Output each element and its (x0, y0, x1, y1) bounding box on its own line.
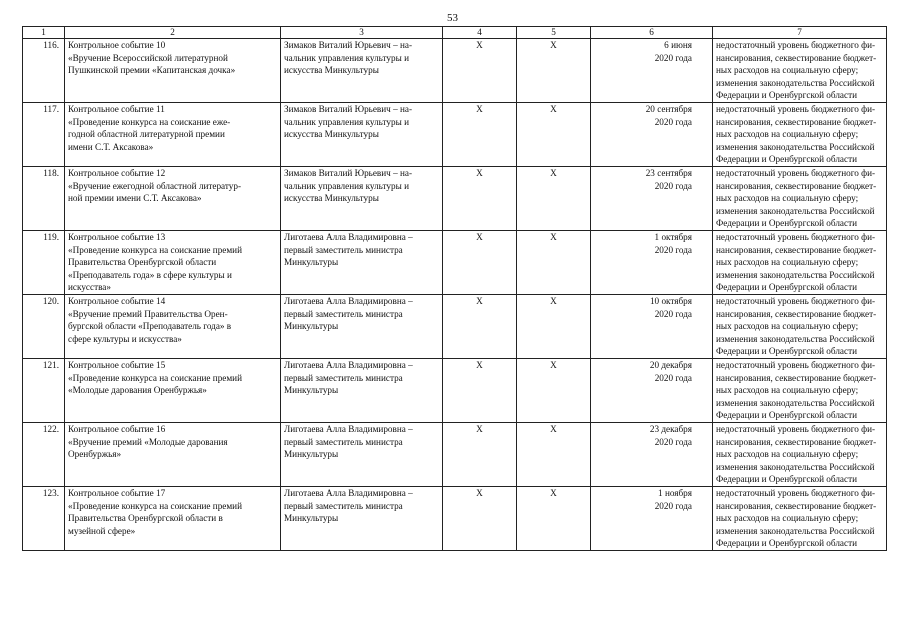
date-cell (591, 487, 713, 551)
risks-cell-line: недостаточный уровень бюджетного фи- (716, 168, 876, 178)
date-cell-line: 2020 года (654, 308, 692, 319)
page-number: 53 (447, 12, 458, 24)
date-cell-line: 6 июня (664, 40, 692, 50)
risks-cell-line: Федерации и Оренбургской области (716, 346, 857, 357)
date-cell (591, 359, 713, 423)
date-cell (591, 295, 713, 359)
event-cell (65, 423, 281, 487)
table-row (23, 231, 887, 295)
date-cell-line: 23 сентября (645, 168, 692, 178)
date-cell (591, 103, 713, 167)
risks-cell-line: изменения законодательства Российской (716, 205, 875, 216)
date-cell (591, 167, 713, 231)
risks-cell-line: нансирования, секвестирование бюджет- (716, 52, 877, 63)
risks-cell-line: недостаточный уровень бюджетного фи- (716, 40, 876, 50)
date-cell-line: 2020 года (654, 500, 692, 511)
responsible-cell-line: Минкультуры (284, 321, 339, 332)
risks-cell-line: ных расходов на социальную сферу; (716, 321, 859, 332)
event-cell-line: «Вручение ежегодной областной литератур- (68, 180, 242, 191)
column-header: 7 (713, 27, 887, 39)
date-cell-line: 10 октября (649, 296, 692, 306)
risks-cell-line: ных расходов на социальную сферу; (716, 65, 859, 76)
event-cell-line: «Проведение конкурса на соискание премий (68, 244, 243, 255)
event-cell-line: Правительства Оренбургской области (68, 257, 217, 268)
row-number-cell: 118. (23, 167, 65, 231)
table-row (23, 167, 887, 231)
event-cell (65, 231, 281, 295)
date-cell (591, 423, 713, 487)
risks-cell-line: Федерации и Оренбургской области (716, 410, 857, 421)
event-cell-line: Контрольное событие 13 (68, 232, 166, 242)
event-cell-line: Правительства Оренбургской области в (68, 513, 223, 524)
responsible-cell-line: Минкультуры (284, 449, 339, 460)
risks-cell-line: недостаточный уровень бюджетного фи- (716, 360, 876, 370)
date-cell-line: 2020 года (654, 180, 692, 191)
mark-cell-col4: Х (443, 487, 517, 551)
date-cell-line: 1 ноября (658, 488, 692, 498)
mark-cell-col4: Х (443, 295, 517, 359)
responsible-cell (281, 103, 443, 167)
table-row (23, 423, 887, 487)
row-number-cell: 121. (23, 359, 65, 423)
risks-cell-line: нансирования, секвестирование бюджет- (716, 308, 877, 319)
event-cell-line: «Вручение Всероссийской литературной (68, 52, 228, 63)
date-cell-line: 2020 года (654, 52, 692, 63)
risks-cell-line: Федерации и Оренбургской области (716, 90, 857, 101)
mark-cell-col4: Х (443, 39, 517, 103)
table-row (23, 295, 887, 359)
risks-cell-line: нансирования, секвестирование бюджет- (716, 244, 877, 255)
responsible-cell-line: Лиготаева Алла Владимировна – (284, 424, 413, 434)
row-number-cell: 119. (23, 231, 65, 295)
risks-cell-line: нансирования, секвестирование бюджет- (716, 116, 877, 127)
responsible-cell (281, 167, 443, 231)
event-cell-line: Контрольное событие 10 (68, 40, 166, 50)
mark-cell-col4: Х (443, 103, 517, 167)
responsible-cell-line: Лиготаева Алла Владимировна – (284, 232, 413, 242)
risks-cell-line: изменения законодательства Российской (716, 141, 875, 152)
mark-cell-col5: Х (517, 167, 591, 231)
mark-cell-col4: Х (443, 167, 517, 231)
responsible-cell-line: Лиготаева Алла Владимировна – (284, 360, 413, 370)
event-cell-line: сфере культуры и искусства» (68, 333, 182, 344)
row-number-cell: 116. (23, 39, 65, 103)
risks-cell-line: ных расходов на социальную сферу; (716, 449, 859, 460)
event-cell-line: имени С.Т. Аксакова» (68, 141, 154, 152)
mark-cell-col5: Х (517, 487, 591, 551)
event-cell-line: «Проведение конкурса на соискание премий (68, 372, 243, 383)
responsible-cell (281, 487, 443, 551)
mark-cell-col5: Х (517, 423, 591, 487)
row-number-cell: 120. (23, 295, 65, 359)
risks-cell-line: ных расходов на социальную сферу; (716, 193, 859, 204)
risks-cell-line: недостаточный уровень бюджетного фи- (716, 424, 876, 434)
event-cell-line: бургской области «Преподаватель года» в (68, 321, 232, 332)
table-row (23, 103, 887, 167)
event-cell-line: Контрольное событие 16 (68, 424, 166, 434)
risks-cell-line: нансирования, секвестирование бюджет- (716, 436, 877, 447)
mark-cell-col4: Х (443, 359, 517, 423)
mark-cell-col4: Х (443, 231, 517, 295)
event-cell-line: «Вручение премий «Молодые дарования (68, 436, 228, 447)
risks-cell-line: ных расходов на социальную сферу; (716, 257, 859, 268)
risks-cell-line: ных расходов на социальную сферу; (716, 385, 859, 396)
risks-cell-line: изменения законодательства Российской (716, 77, 875, 88)
event-cell-line: Контрольное событие 15 (68, 360, 166, 370)
risks-cell-line: ных расходов на социальную сферу; (716, 513, 859, 524)
table-header-row (23, 27, 887, 39)
responsible-cell (281, 231, 443, 295)
event-cell-line: искусства» (68, 282, 111, 293)
event-cell-line: музейной сфере» (68, 525, 136, 536)
risks-cell (713, 103, 887, 167)
event-cell-line: Оренбуржья» (68, 449, 122, 460)
risks-cell-line: нансирования, секвестирование бюджет- (716, 500, 877, 511)
row-number-cell: 123. (23, 487, 65, 551)
event-cell (65, 359, 281, 423)
responsible-cell-line: искусства Минкультуры (284, 65, 379, 76)
risks-cell (713, 39, 887, 103)
risks-cell-line: недостаточный уровень бюджетного фи- (716, 232, 876, 242)
risks-cell-line: Федерации и Оренбургской области (716, 474, 857, 485)
column-header: 5 (517, 27, 591, 39)
date-cell-line: 2020 года (654, 436, 692, 447)
risks-cell (713, 231, 887, 295)
table-row (23, 39, 887, 103)
date-cell-line: 23 декабря (649, 424, 692, 434)
risks-cell-line: изменения законодательства Российской (716, 333, 875, 344)
event-cell-line: Контрольное событие 14 (68, 296, 166, 306)
control-events-table (22, 26, 887, 551)
risks-cell-line: нансирования, секвестирование бюджет- (716, 372, 877, 383)
event-cell-line: «Преподаватель года» в сфере культуры и (68, 269, 232, 280)
responsible-cell-line: первый заместитель министра (284, 308, 403, 319)
mark-cell-col5: Х (517, 295, 591, 359)
responsible-cell-line: искусства Минкультуры (284, 193, 379, 204)
event-cell-line: ной премии имени С.Т. Аксакова» (68, 193, 202, 204)
date-cell (591, 39, 713, 103)
event-cell (65, 487, 281, 551)
risks-cell-line: изменения законодательства Российской (716, 397, 875, 408)
risks-cell-line: Федерации и Оренбургской области (716, 282, 857, 293)
risks-cell-line: изменения законодательства Российской (716, 269, 875, 280)
risks-cell-line: недостаточный уровень бюджетного фи- (716, 296, 876, 306)
date-cell-line: 2020 года (654, 244, 692, 255)
responsible-cell-line: чальник управления культуры и (284, 116, 409, 127)
responsible-cell-line: Зимаков Виталий Юрьевич – на- (284, 40, 413, 50)
responsible-cell-line: Минкультуры (284, 385, 339, 396)
table-row (23, 359, 887, 423)
mark-cell-col5: Х (517, 103, 591, 167)
table-row (23, 487, 887, 551)
responsible-cell-line: чальник управления культуры и (284, 52, 409, 63)
row-number-cell: 122. (23, 423, 65, 487)
responsible-cell-line: первый заместитель министра (284, 436, 403, 447)
event-cell-line: «Проведение конкурса на соискание премий (68, 500, 243, 511)
risks-cell (713, 423, 887, 487)
date-cell-line: 2020 года (654, 372, 692, 383)
responsible-cell-line: Лиготаева Алла Владимировна – (284, 296, 413, 306)
event-cell-line: «Молодые дарования Оренбуржья» (68, 385, 207, 396)
responsible-cell-line: Лиготаева Алла Владимировна – (284, 488, 413, 498)
responsible-cell-line: Зимаков Виталий Юрьевич – на- (284, 168, 413, 178)
mark-cell-col4: Х (443, 423, 517, 487)
date-cell-line: 2020 года (654, 116, 692, 127)
event-cell-line: «Проведение конкурса на соискание еже- (68, 116, 231, 127)
mark-cell-col5: Х (517, 231, 591, 295)
event-cell (65, 103, 281, 167)
responsible-cell-line: чальник управления культуры и (284, 180, 409, 191)
risks-cell-line: недостаточный уровень бюджетного фи- (716, 488, 876, 498)
risks-cell (713, 295, 887, 359)
column-header: 2 (65, 27, 281, 39)
risks-cell-line: Федерации и Оренбургской области (716, 154, 857, 165)
event-cell (65, 39, 281, 103)
responsible-cell-line: Минкультуры (284, 257, 339, 268)
event-cell-line: Контрольное событие 17 (68, 488, 166, 498)
risks-cell-line: Федерации и Оренбургской области (716, 538, 857, 549)
responsible-cell-line: искусства Минкультуры (284, 129, 379, 140)
risks-cell (713, 359, 887, 423)
event-cell-line: Контрольное событие 11 (68, 104, 165, 114)
risks-cell (713, 167, 887, 231)
column-header: 3 (281, 27, 443, 39)
event-cell-line: Контрольное событие 12 (68, 168, 166, 178)
responsible-cell (281, 39, 443, 103)
date-cell-line: 20 декабря (649, 360, 692, 370)
responsible-cell (281, 295, 443, 359)
event-cell (65, 167, 281, 231)
column-header: 1 (23, 27, 65, 39)
risks-cell-line: изменения законодательства Российской (716, 461, 875, 472)
date-cell-line: 1 октября (654, 232, 692, 242)
column-header: 4 (443, 27, 517, 39)
risks-cell-line: недостаточный уровень бюджетного фи- (716, 104, 876, 114)
mark-cell-col5: Х (517, 359, 591, 423)
responsible-cell (281, 423, 443, 487)
row-number-cell: 117. (23, 103, 65, 167)
column-header: 6 (591, 27, 713, 39)
risks-cell-line: нансирования, секвестирование бюджет- (716, 180, 877, 191)
responsible-cell-line: Зимаков Виталий Юрьевич – на- (284, 104, 413, 114)
event-cell (65, 295, 281, 359)
date-cell (591, 231, 713, 295)
risks-cell-line: ных расходов на социальную сферу; (716, 129, 859, 140)
responsible-cell-line: первый заместитель министра (284, 244, 403, 255)
responsible-cell-line: Минкультуры (284, 513, 339, 524)
risks-cell (713, 487, 887, 551)
event-cell-line: годной областной литературной премии (68, 129, 225, 140)
risks-cell-line: Федерации и Оренбургской области (716, 218, 857, 229)
event-cell-line: «Вручение премий Правительства Орен- (68, 308, 228, 319)
responsible-cell-line: первый заместитель министра (284, 500, 403, 511)
risks-cell-line: изменения законодательства Российской (716, 525, 875, 536)
responsible-cell (281, 359, 443, 423)
date-cell-line: 20 сентября (645, 104, 692, 114)
mark-cell-col5: Х (517, 39, 591, 103)
responsible-cell-line: первый заместитель министра (284, 372, 403, 383)
event-cell-line: Пушкинской премии «Капитанская дочка» (68, 65, 236, 76)
